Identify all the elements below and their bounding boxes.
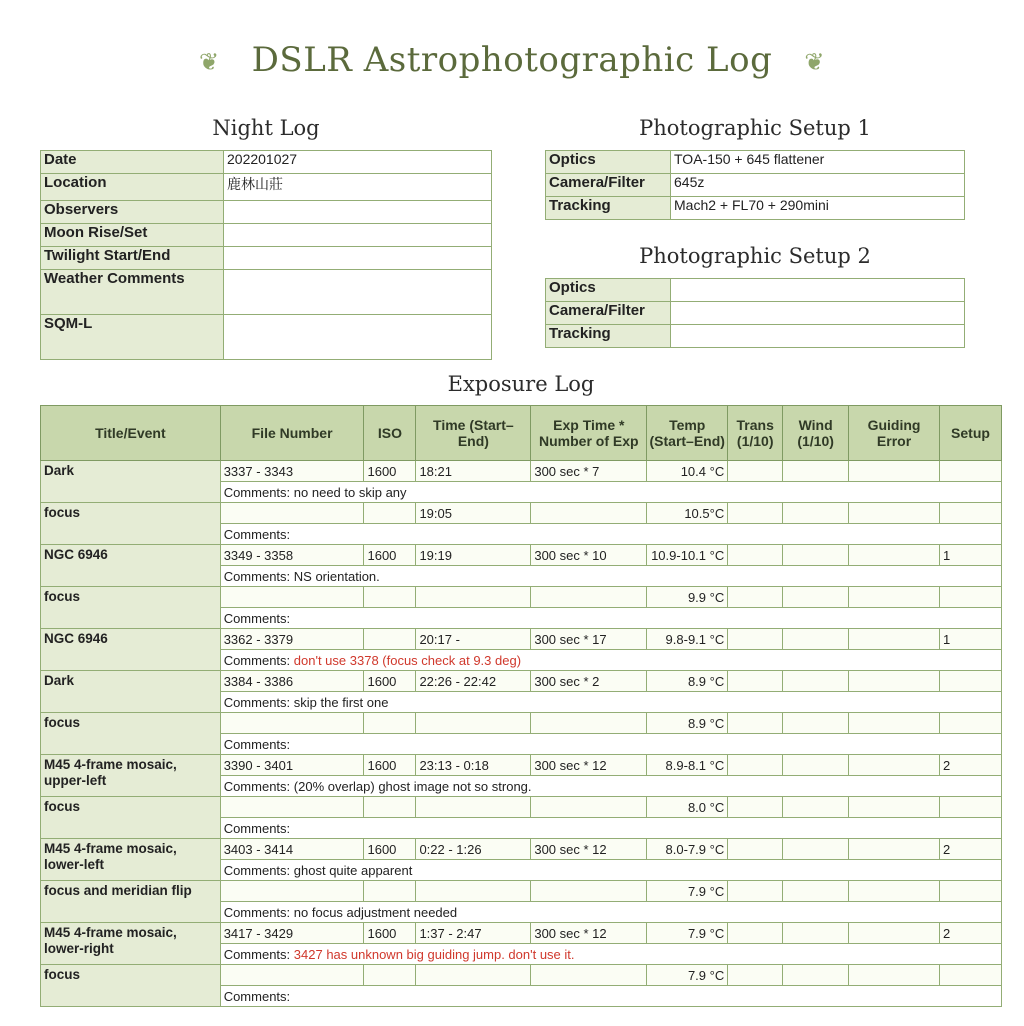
- cell-setup[interactable]: [939, 881, 1001, 902]
- leaf-ornament-icon: ❦: [804, 48, 825, 76]
- cell-guide[interactable]: [849, 839, 940, 860]
- comment-cell[interactable]: [220, 482, 1001, 503]
- cell-time[interactable]: 1:37 - 2:47: [416, 923, 531, 944]
- cell-file[interactable]: 3337 - 3343: [220, 461, 364, 482]
- event-title: M45 4-frame mosaic, lower-right: [41, 923, 221, 965]
- setup1-heading: Photographic Setup 1: [639, 116, 871, 140]
- cell-setup[interactable]: [939, 503, 1001, 524]
- cell-temp[interactable]: 8.9-8.1 °C: [647, 755, 728, 776]
- cell-guide[interactable]: [849, 713, 940, 734]
- setup1-field-camera-filter[interactable]: 645z: [671, 174, 965, 197]
- cell-file[interactable]: 3362 - 3379: [220, 629, 364, 650]
- cell-iso[interactable]: 1600: [364, 839, 416, 860]
- exposure-row: [41, 713, 1002, 734]
- setup2-field-camera-filter[interactable]: [671, 302, 965, 325]
- event-title: Dark: [41, 671, 221, 713]
- leaf-ornament-icon: ❦: [199, 48, 220, 76]
- cell-setup[interactable]: 2: [939, 923, 1001, 944]
- cell-file[interactable]: 3403 - 3414: [220, 839, 364, 860]
- cell-guide[interactable]: [849, 755, 940, 776]
- cell-exp[interactable]: 300 sec * 12: [531, 839, 647, 860]
- comment-cell[interactable]: [220, 566, 1001, 587]
- night_log-row: [41, 174, 492, 201]
- column-header: Setup: [939, 406, 1001, 461]
- cell-wind[interactable]: [783, 923, 849, 944]
- page-title: ❦ DSLR Astrophotographic Log ❦: [199, 40, 825, 80]
- cell-file[interactable]: [220, 503, 364, 524]
- setup2-field-tracking[interactable]: [671, 325, 965, 348]
- night_log-label-sqm-l: SQM-L: [41, 315, 224, 360]
- cell-setup[interactable]: 2: [939, 839, 1001, 860]
- column-header: ISO: [364, 406, 416, 461]
- cell-time[interactable]: [416, 587, 531, 608]
- cell-trans[interactable]: [728, 713, 783, 734]
- comment-label: Comments:: [223, 946, 291, 962]
- exposure-row: [41, 797, 1002, 818]
- cell-trans[interactable]: [728, 965, 783, 986]
- cell-guide[interactable]: [849, 587, 940, 608]
- cell-iso[interactable]: 1600: [364, 545, 416, 566]
- cell-exp[interactable]: 300 sec * 2: [531, 671, 647, 692]
- cell-exp[interactable]: 300 sec * 7: [531, 461, 647, 482]
- setup1-label-optics: Optics: [546, 151, 671, 174]
- cell-exp[interactable]: [531, 713, 647, 734]
- comment-cell[interactable]: [220, 818, 1001, 839]
- event-title: NGC 6946: [41, 545, 221, 587]
- cell-wind[interactable]: [783, 965, 849, 986]
- cell-temp[interactable]: 8.9 °C: [647, 671, 728, 692]
- column-header: Temp (Start–End): [647, 406, 728, 461]
- exposure-log-table: [40, 405, 1002, 1007]
- cell-temp[interactable]: 10.5°C: [647, 503, 728, 524]
- cell-temp[interactable]: 9.8-9.1 °C: [647, 629, 728, 650]
- cell-file[interactable]: [220, 713, 364, 734]
- cell-file[interactable]: [220, 965, 364, 986]
- event-title: focus: [41, 503, 221, 545]
- column-header: Exp Time * Number of Exp: [531, 406, 647, 461]
- night_log-field-twilight-start-end[interactable]: [224, 247, 492, 270]
- cell-setup[interactable]: 1: [939, 545, 1001, 566]
- exposure-row: [41, 587, 1002, 608]
- setup2-label-optics: Optics: [546, 279, 671, 302]
- cell-iso[interactable]: [364, 587, 416, 608]
- cell-wind[interactable]: [783, 839, 849, 860]
- night_log-field-date[interactable]: 202201027: [224, 151, 492, 174]
- cell-temp[interactable]: 7.9 °C: [647, 923, 728, 944]
- cell-trans[interactable]: [728, 545, 783, 566]
- exposure-row: [41, 755, 1002, 776]
- night_log-field-observers[interactable]: [224, 201, 492, 224]
- comment-cell[interactable]: [220, 986, 1001, 1007]
- event-title: M45 4-frame mosaic, lower-left: [41, 839, 221, 881]
- cell-exp[interactable]: [531, 881, 647, 902]
- comment-label: Comments:: [223, 736, 291, 752]
- exposure-row: [41, 461, 1002, 482]
- cell-temp[interactable]: 7.9 °C: [647, 881, 728, 902]
- comment-text: ghost quite apparent: [293, 862, 413, 878]
- cell-setup[interactable]: [939, 587, 1001, 608]
- comment-label: Comments:: [223, 610, 291, 626]
- event-title: M45 4-frame mosaic, upper-left: [41, 755, 221, 797]
- night_log-row: [41, 224, 492, 247]
- comment-cell[interactable]: [220, 692, 1001, 713]
- setup1-row: [546, 197, 965, 220]
- cell-file[interactable]: [220, 587, 364, 608]
- night_log-label-weather-comments: Weather Comments: [41, 270, 224, 315]
- exposure-row: [41, 629, 1002, 650]
- night_log-field-moon-rise-set[interactable]: [224, 224, 492, 247]
- cell-temp[interactable]: 10.9-10.1 °C: [647, 545, 728, 566]
- cell-exp[interactable]: [531, 503, 647, 524]
- cell-guide[interactable]: [849, 629, 940, 650]
- exposure-row: [41, 839, 1002, 860]
- cell-exp[interactable]: [531, 587, 647, 608]
- cell-setup[interactable]: [939, 797, 1001, 818]
- cell-file[interactable]: [220, 881, 364, 902]
- exposure-row: [41, 881, 1002, 902]
- cell-time[interactable]: [416, 881, 531, 902]
- comment-cell[interactable]: [220, 944, 1001, 965]
- cell-guide[interactable]: [849, 923, 940, 944]
- cell-guide[interactable]: [849, 461, 940, 482]
- night_log-field-location[interactable]: 鹿林山莊: [224, 174, 492, 201]
- cell-wind[interactable]: [783, 713, 849, 734]
- comment-text: NS orientation.: [293, 568, 380, 584]
- cell-time[interactable]: [416, 797, 531, 818]
- cell-trans[interactable]: [728, 629, 783, 650]
- comment-cell[interactable]: [220, 608, 1001, 629]
- night_log-label-moon-rise-set: Moon Rise/Set: [41, 224, 224, 247]
- event-title: focus: [41, 713, 221, 755]
- cell-trans[interactable]: [728, 671, 783, 692]
- exposure-row: [41, 965, 1002, 986]
- comment-cell[interactable]: [220, 902, 1001, 923]
- cell-setup[interactable]: [939, 671, 1001, 692]
- comment-text: (20% overlap) ghost image not so strong.: [293, 778, 532, 794]
- cell-time[interactable]: [416, 965, 531, 986]
- cell-iso[interactable]: [364, 503, 416, 524]
- cell-time[interactable]: 20:17 -: [416, 629, 531, 650]
- setup2-label-camera-filter: Camera/Filter: [546, 302, 671, 325]
- comment-cell[interactable]: [220, 650, 1001, 671]
- cell-iso[interactable]: [364, 713, 416, 734]
- comment-text: no focus adjustment needed: [293, 904, 458, 920]
- night_log-label-observers: Observers: [41, 201, 224, 224]
- exposure-row: [41, 503, 1002, 524]
- cell-wind[interactable]: [783, 461, 849, 482]
- cell-trans[interactable]: [728, 461, 783, 482]
- column-header: Trans (1/10): [728, 406, 783, 461]
- setup1-field-optics[interactable]: TOA-150 + 645 flattener: [671, 151, 965, 174]
- night_log-label-twilight-start-end: Twilight Start/End: [41, 247, 224, 270]
- cell-iso[interactable]: 1600: [364, 923, 416, 944]
- comment-label: Comments:: [223, 862, 291, 878]
- comment-cell[interactable]: [220, 860, 1001, 881]
- exposure-row: [41, 545, 1002, 566]
- cell-iso[interactable]: [364, 797, 416, 818]
- cell-time[interactable]: 22:26 - 22:42: [416, 671, 531, 692]
- cell-wind[interactable]: [783, 755, 849, 776]
- comment-label: Comments:: [223, 694, 291, 710]
- event-title: focus: [41, 965, 221, 1007]
- cell-file[interactable]: 3390 - 3401: [220, 755, 364, 776]
- cell-exp[interactable]: 300 sec * 10: [531, 545, 647, 566]
- cell-time[interactable]: 19:19: [416, 545, 531, 566]
- night_log-row: [41, 270, 492, 315]
- cell-setup[interactable]: 2: [939, 755, 1001, 776]
- comment-text: 3427 has unknown big guiding jump. don't use it.: [293, 946, 575, 962]
- cell-exp[interactable]: 300 sec * 17: [531, 629, 647, 650]
- cell-exp[interactable]: 300 sec * 12: [531, 755, 647, 776]
- cell-guide[interactable]: [849, 503, 940, 524]
- setup1-row: [546, 151, 965, 174]
- night-log-heading: Night Log: [212, 116, 320, 140]
- setup2-row: [546, 302, 965, 325]
- cell-trans[interactable]: [728, 881, 783, 902]
- comment-cell[interactable]: [220, 734, 1001, 755]
- cell-temp[interactable]: 9.9 °C: [647, 587, 728, 608]
- cell-time[interactable]: 23:13 - 0:18: [416, 755, 531, 776]
- comment-label: Comments:: [223, 988, 291, 1004]
- comment-text: skip the first one: [293, 694, 389, 710]
- setup2-table: [545, 278, 965, 348]
- comment-label: Comments:: [223, 652, 291, 668]
- cell-trans[interactable]: [728, 587, 783, 608]
- cell-file[interactable]: [220, 797, 364, 818]
- cell-temp[interactable]: 8.0 °C: [647, 797, 728, 818]
- comment-label: Comments:: [223, 484, 291, 500]
- comment-label: Comments:: [223, 904, 291, 920]
- cell-wind[interactable]: [783, 797, 849, 818]
- cell-iso[interactable]: 1600: [364, 755, 416, 776]
- cell-iso[interactable]: 1600: [364, 461, 416, 482]
- cell-iso[interactable]: [364, 965, 416, 986]
- column-header: Guiding Error: [849, 406, 940, 461]
- cell-exp[interactable]: [531, 797, 647, 818]
- setup2-row: [546, 325, 965, 348]
- comment-label: Comments:: [223, 778, 291, 794]
- event-title: Dark: [41, 461, 221, 503]
- night_log-row: [41, 201, 492, 224]
- night_log-field-sqm-l[interactable]: [224, 315, 492, 360]
- exposure-log-heading: Exposure Log: [447, 372, 595, 396]
- cell-temp[interactable]: 7.9 °C: [647, 965, 728, 986]
- column-header: Time (Start–End): [416, 406, 531, 461]
- night_log-row: [41, 315, 492, 360]
- comment-text: no need to skip any: [293, 484, 407, 500]
- cell-guide[interactable]: [849, 881, 940, 902]
- setup2-row: [546, 279, 965, 302]
- cell-trans[interactable]: [728, 839, 783, 860]
- cell-setup[interactable]: [939, 713, 1001, 734]
- cell-wind[interactable]: [783, 587, 849, 608]
- cell-iso[interactable]: [364, 629, 416, 650]
- cell-temp[interactable]: 8.9 °C: [647, 713, 728, 734]
- cell-file[interactable]: 3417 - 3429: [220, 923, 364, 944]
- cell-wind[interactable]: [783, 503, 849, 524]
- event-title: NGC 6946: [41, 629, 221, 671]
- cell-iso[interactable]: [364, 881, 416, 902]
- cell-trans[interactable]: [728, 503, 783, 524]
- cell-wind[interactable]: [783, 881, 849, 902]
- cell-time[interactable]: [416, 713, 531, 734]
- cell-file[interactable]: 3349 - 3358: [220, 545, 364, 566]
- night_log-field-weather-comments[interactable]: [224, 270, 492, 315]
- comment-text: don't use 3378 (focus check at 9.3 deg): [293, 652, 522, 668]
- cell-setup[interactable]: [939, 965, 1001, 986]
- cell-setup[interactable]: [939, 461, 1001, 482]
- cell-guide[interactable]: [849, 965, 940, 986]
- cell-trans[interactable]: [728, 923, 783, 944]
- cell-iso[interactable]: 1600: [364, 671, 416, 692]
- cell-time[interactable]: 18:21: [416, 461, 531, 482]
- cell-exp[interactable]: [531, 965, 647, 986]
- cell-time[interactable]: 19:05: [416, 503, 531, 524]
- comment-cell[interactable]: [220, 524, 1001, 545]
- cell-guide[interactable]: [849, 671, 940, 692]
- column-header: Title/Event: [41, 406, 221, 461]
- setup2-heading: Photographic Setup 2: [639, 244, 871, 268]
- setup2-field-optics[interactable]: [671, 279, 965, 302]
- night_log-label-location: Location: [41, 174, 224, 201]
- cell-guide[interactable]: [849, 797, 940, 818]
- exposure-row: [41, 671, 1002, 692]
- cell-temp[interactable]: 10.4 °C: [647, 461, 728, 482]
- comment-label: Comments:: [223, 526, 291, 542]
- cell-exp[interactable]: 300 sec * 12: [531, 923, 647, 944]
- cell-setup[interactable]: 1: [939, 629, 1001, 650]
- comment-label: Comments:: [223, 820, 291, 836]
- setup1-row: [546, 174, 965, 197]
- setup1-label-tracking: Tracking: [546, 197, 671, 220]
- event-title: focus: [41, 587, 221, 629]
- night_log-label-date: Date: [41, 151, 224, 174]
- cell-wind[interactable]: [783, 671, 849, 692]
- comment-label: Comments:: [223, 568, 291, 584]
- column-header: File Number: [220, 406, 364, 461]
- exposure-row: [41, 923, 1002, 944]
- cell-guide[interactable]: [849, 545, 940, 566]
- setup1-field-tracking[interactable]: Mach2 + FL70 + 290mini: [671, 197, 965, 220]
- event-title: focus and meridian flip: [41, 881, 221, 923]
- night-log-table: [40, 150, 492, 360]
- cell-trans[interactable]: [728, 755, 783, 776]
- comment-cell[interactable]: [220, 776, 1001, 797]
- event-title: focus: [41, 797, 221, 839]
- column-header: Wind (1/10): [783, 406, 849, 461]
- night_log-row: [41, 247, 492, 270]
- setup1-table: [545, 150, 965, 220]
- cell-wind[interactable]: [783, 545, 849, 566]
- cell-wind[interactable]: [783, 629, 849, 650]
- setup2-label-tracking: Tracking: [546, 325, 671, 348]
- setup1-label-camera-filter: Camera/Filter: [546, 174, 671, 197]
- night_log-row: [41, 151, 492, 174]
- cell-temp[interactable]: 8.0-7.9 °C: [647, 839, 728, 860]
- cell-file[interactable]: 3384 - 3386: [220, 671, 364, 692]
- cell-trans[interactable]: [728, 797, 783, 818]
- cell-time[interactable]: 0:22 - 1:26: [416, 839, 531, 860]
